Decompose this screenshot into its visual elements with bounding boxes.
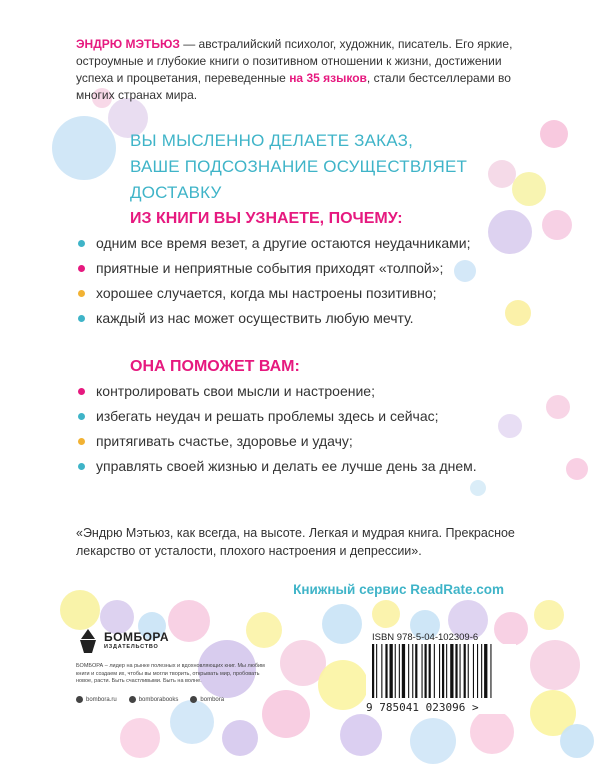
barcode-bar (385, 644, 387, 698)
social-icon (129, 696, 136, 703)
barcode-bar (468, 644, 469, 698)
help-list (76, 382, 516, 482)
barcode-bar (376, 644, 377, 698)
isbn-label: ISBN 978-5-04-102309-6 (372, 632, 479, 643)
author-bio-text: — австралийский психолог, художник, писатель. Его яркие, остроумные и глубокие книги о позитивном отношении к жизни, достижении успеха и процветания, переведенные (76, 37, 513, 85)
barcode-bar (395, 644, 396, 698)
list-item-text: контролировать свои мысли и настроение; (96, 383, 375, 399)
motto-line: ДОСТАВКУ (130, 183, 222, 202)
decor-dot (262, 690, 310, 738)
bullet-dot (78, 438, 85, 445)
publisher-name: БОМБОРА (104, 630, 170, 644)
list-item (76, 382, 516, 401)
barcode-bar (390, 644, 393, 698)
bullet-dot (78, 315, 85, 322)
decor-dot (246, 612, 282, 648)
barcode-bar (464, 644, 466, 698)
barcode-bar (402, 644, 405, 698)
author-bio-text-end: , стали бестселлерами во многих странах мира. (76, 71, 511, 102)
decor-dot (542, 210, 572, 240)
barcode-bar (408, 644, 409, 698)
list-item (76, 432, 516, 451)
barcode-bar (412, 644, 413, 698)
telegram-icon (190, 696, 197, 703)
barcode-bar (460, 644, 461, 698)
barcode-bar (422, 644, 423, 698)
list-item (76, 234, 516, 253)
list-item-text: каждый из нас может осуществить любую мечту. (96, 310, 414, 326)
languages-count: на 35 языков (289, 71, 367, 85)
list-item-text: одним все время везет, а другие остаются неудачниками; (96, 235, 471, 251)
publisher-description: БОМБОРА – лидер на рынке полезных и вдохновляющих книг. Мы любим книги и создаем их, чтобы вы могли творить, открывать мир, пробовать новое, расти. Быть счастливыми. Быть на волне. (76, 663, 265, 684)
barcode-bar (399, 644, 400, 698)
barcode-bar (490, 644, 491, 698)
motto (130, 128, 510, 206)
decor-dot (530, 640, 580, 690)
barcode-bar (455, 644, 457, 698)
bullet-dot (78, 265, 85, 272)
barcode-bar (372, 644, 374, 698)
motto-line: ВЫ МЫСЛЕННО ДЕЛАЕТЕ ЗАКАЗ, (130, 131, 414, 150)
list-item-text: хорошее случается, когда мы настроены позитивно; (96, 285, 437, 301)
barcode-bar (415, 644, 417, 698)
decor-dot (470, 710, 514, 754)
bombora-logo-icon (78, 628, 98, 654)
decor-dot (512, 172, 546, 206)
list-item-text: притягивать счастье, здоровье и удачу; (96, 433, 353, 449)
decor-dot (318, 660, 368, 710)
list-item (76, 259, 516, 278)
decor-dot (494, 612, 528, 646)
bullet-dot (78, 413, 85, 420)
decor-dot (470, 480, 486, 496)
site-text: bombora.ru (86, 696, 117, 703)
globe-icon (76, 696, 83, 703)
books-text: bomborabooks (138, 696, 179, 703)
list-item (76, 457, 516, 476)
decor-dot (534, 600, 564, 630)
bullet-dot (78, 463, 85, 470)
why-list (76, 234, 516, 334)
author-name: ЭНДРЮ МЭТЬЮЗ (76, 37, 180, 51)
decor-dot (222, 720, 258, 756)
bullet-dot (78, 388, 85, 395)
tg-link[interactable] (190, 696, 224, 703)
decor-dot (170, 700, 214, 744)
motto-line: ВАШЕ ПОДСОЗНАНИЕ ОСУЩЕСТВЛЯЕТ (130, 157, 468, 176)
decor-dot (60, 590, 100, 630)
publisher-sub: ИЗДАТЕЛЬСТВО (104, 644, 159, 650)
barcode-bars (366, 644, 516, 700)
barcode-digits: 9 785041 023096 > (366, 700, 516, 714)
barcode-bar (439, 644, 440, 698)
review-source: Книжный сервис ReadRate.com (293, 582, 504, 597)
barcode-bar (425, 644, 427, 698)
decor-dot (560, 724, 594, 758)
barcode-bar (429, 644, 431, 698)
barcode-bar (477, 644, 478, 698)
decor-dot (410, 718, 456, 764)
list-item-text: избегать неудач и решать проблемы здесь и сейчас; (96, 408, 439, 424)
decor-dot (566, 458, 588, 480)
barcode-bar (434, 644, 435, 698)
section-title-why: ИЗ КНИГИ ВЫ УЗНАЕТЕ, ПОЧЕМУ: (130, 210, 403, 227)
barcode-bar (481, 644, 482, 698)
review-quote: «Эндрю Мэтьюз, как всегда, на высоте. Легкая и мудрая книга. Прекрасное лекарство от усталости, плохого настроения и депрессии». (76, 526, 515, 558)
decor-dot (540, 120, 568, 148)
decor-dot (546, 395, 570, 419)
barcode-bar (484, 644, 487, 698)
list-item-text: приятные и неприятные события приходят «толпой»; (96, 260, 444, 276)
section-title-help: ОНА ПОМОЖЕТ ВАМ: (130, 358, 300, 375)
barcode-bar (473, 644, 474, 698)
bullet-dot (78, 240, 85, 247)
bullet-dot (78, 290, 85, 297)
decor-dot (120, 718, 160, 758)
decor-dot (322, 604, 362, 644)
barcode-bar (446, 644, 447, 698)
decor-dot (168, 600, 210, 642)
author-intro (76, 36, 526, 104)
site-link[interactable] (76, 696, 117, 703)
books-link[interactable] (129, 696, 179, 703)
barcode-bar (381, 644, 382, 698)
list-item (76, 407, 516, 426)
decor-dot (100, 600, 134, 634)
list-item (76, 309, 516, 328)
list-item (76, 284, 516, 303)
tg-text: bombora (200, 696, 225, 703)
decor-dot (52, 116, 116, 180)
decor-dot (372, 600, 400, 628)
barcode-bar (450, 644, 453, 698)
publisher-contacts (76, 696, 224, 703)
barcode-bar (442, 644, 444, 698)
list-item-text: управлять своей жизнью и делать ее лучше день за днем. (96, 458, 477, 474)
